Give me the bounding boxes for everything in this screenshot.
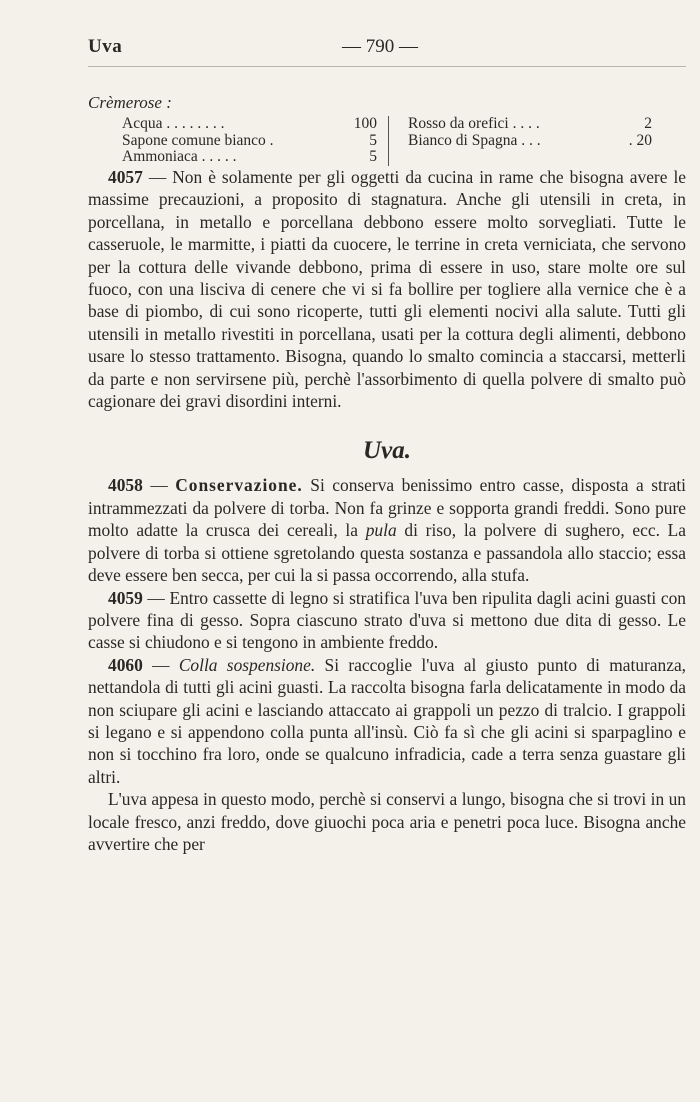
- paragraph-4060: [88, 654, 686, 788]
- recipe-left-column: [122, 116, 377, 166]
- recipe-row: [408, 133, 652, 150]
- header-rule: [88, 66, 686, 67]
- running-head-title: Uva: [88, 36, 123, 57]
- paragraph-text: L'uva appesa in questo modo, perchè si conservi a lungo, bisogna che si trovi in un locale fresco, anzi freddo, dove giuochi poca aria e penetri poca luce. Bisogna anche avvertire che per: [88, 789, 686, 854]
- recipe-right-column: [408, 116, 652, 149]
- paragraph-italic-term: pula: [365, 520, 397, 541]
- recipe-row: [122, 133, 377, 150]
- paragraph-number: 4057: [108, 167, 143, 187]
- cremerose-recipe: [88, 114, 686, 166]
- page-number: — 790 —: [342, 36, 418, 57]
- paragraph-text: — Entro cassette di legno si stratifica l'uva ben ripulita dagli acini guasti con polvere fina di gesso. Sopra ciascuno strato d'uva si mettono due dita di gesso. Le casse si chiudono e si tengono in ambiente freddo.: [88, 587, 686, 653]
- ingredient-qty: . 20: [628, 131, 652, 149]
- paragraph-number: 4058: [108, 475, 143, 496]
- recipe-row: [408, 116, 652, 133]
- recipe-row: [122, 149, 377, 166]
- paragraph-text: Si raccoglie l'uva al giusto punto di maturanza, nettandola di tutti gli acini guasti. La raccolta bisogna farla delicatamente in modo da non sciupare gli acini e lasciando attaccato ai grappoli un pezzo di tralcio. I grappoli si legano e si appendono colla punta all'insù. Ciò fa sì che gli acini si sparpaglino e non si tocchino fra loro, onde se qualcuno infradicia, cade a terra senza guastare gli altri.: [88, 654, 687, 787]
- paragraph-heading: Conservazione.: [175, 475, 303, 496]
- paragraph-text: — Non è solamente per gli oggetti da cucina in rame che bisogna avere le massime precauzioni, a proposito di stagnatura. Anche gli utensili in creta, in porcellana, in metallo e porcellana debbono essere molto sorvegliati. Tutte le casseruole, le marmitte, i piatti da cuocere, le terrine in creta verniciata, che servono per la cottura delle vivande debbono, prima di essere in uso, stare molte ore sul fuoco, con una lisciva di cenere che vi si fa bollire per togliere alla vernice che è a base di piombo, di cui sono ricoperte, tutti gli elementi nocivi alla salute. Tutti gli utensili in metallo rivestiti in porcellana, usati per la cottura degli alimenti, debbono usare lo stesso trattamento. Bisogna, quando lo smalto comincia a staccarsi, metterli da parte e non servirsene più, perchè l'assorbimento di quella polvere di smalto può cagionare dei gravi disordini interni.: [88, 167, 687, 412]
- page-body: [88, 92, 686, 855]
- ingredient-qty: 2: [644, 115, 652, 132]
- paragraph-number: 4060: [108, 654, 143, 675]
- ingredient-name: Rosso da orefici . . . .: [408, 115, 540, 132]
- ingredient-name: Sapone comune bianco .: [122, 131, 274, 149]
- ingredient-qty: 100: [353, 115, 377, 132]
- cremerose-heading: Crèmerose :: [88, 93, 172, 112]
- paragraph-number: 4059: [108, 587, 143, 608]
- ingredient-name: Bianco di Spagna . . .: [408, 131, 541, 149]
- ingredient-name: Acqua . . . . . . . .: [122, 115, 225, 132]
- recipe-row: [122, 116, 377, 133]
- paragraph-dash: —: [152, 654, 170, 675]
- paragraph-4057: [88, 166, 686, 412]
- section-title: Uva.: [363, 437, 411, 465]
- ingredient-qty: 5: [369, 131, 377, 149]
- paragraph-4058: [88, 474, 686, 586]
- paragraph-continuation: [88, 788, 686, 855]
- paragraph-4059: [88, 587, 686, 654]
- paragraph-text: di riso, la polvere di sughero, ecc. La polvere di torba si ottiene sgretolando questa sostanza e passandola allo staccio; essa deve essere ben secca, per cui la si passa occorrendo, alla stufa.: [88, 520, 686, 586]
- column-separator: [388, 116, 389, 166]
- paragraph-text: Si conserva benissimo entro casse, disposta a strati intrammezzati da polvere di torba. Non fa grinze e sopporta grandi freddi. Sono pure molto adatte la crusca dei cereali, la: [88, 475, 686, 541]
- ingredient-qty: 5: [369, 148, 377, 165]
- paragraph-heading: Colla sospensione.: [178, 654, 316, 675]
- ingredient-name: Ammoniaca . . . . .: [122, 148, 237, 165]
- running-head: [88, 36, 686, 60]
- paragraph-dash: —: [150, 475, 168, 496]
